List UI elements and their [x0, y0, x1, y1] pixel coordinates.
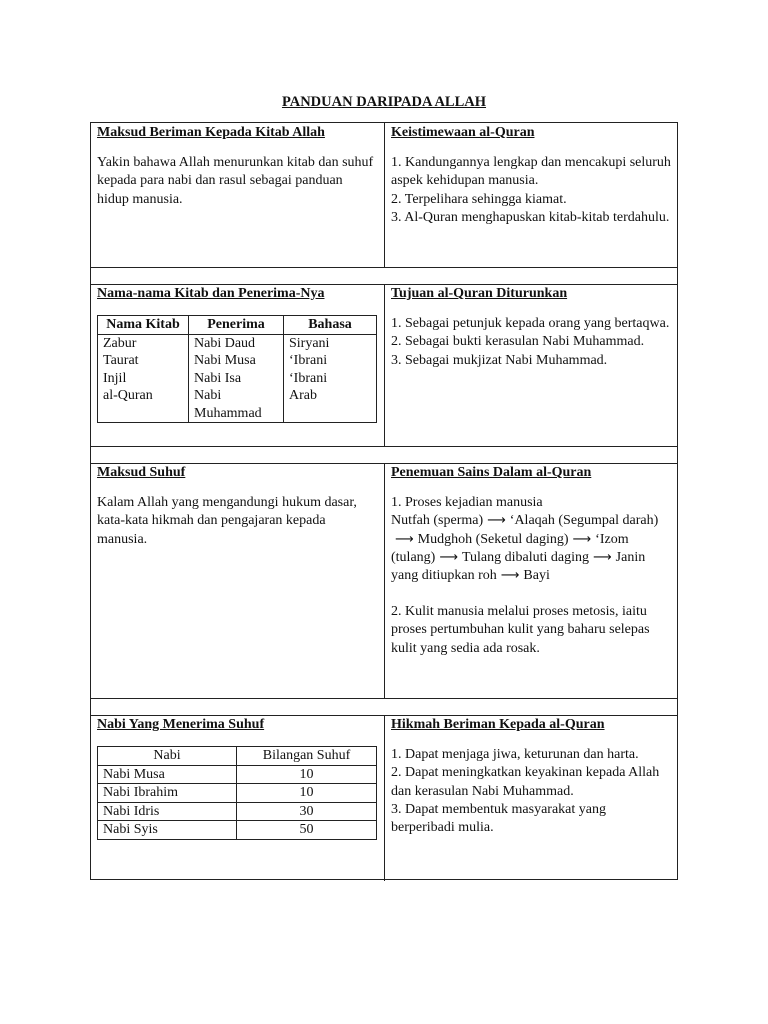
process-flow: [391, 512, 673, 585]
table-row: [98, 784, 377, 803]
table-cell: Nabi Muhammad: [189, 387, 284, 423]
arrow-right-icon: ⟶: [439, 549, 458, 565]
table-cell: ‘Ibrani: [284, 370, 377, 388]
section-tujuan: [385, 284, 679, 370]
stage-tulang: Tulang dibaluti daging: [461, 549, 590, 565]
row-divider: [91, 446, 677, 447]
arrow-right-icon: ⟶: [593, 549, 612, 565]
table-cell: Siryani: [284, 334, 377, 352]
section-heading: Hikmah Beriman Kepada al-Quran: [391, 717, 605, 732]
table-row: [98, 334, 377, 352]
table-row: [98, 370, 377, 388]
list-item: 2. Dapat meningkatkan keyakinan kepada Allah dan kerasulan Nabi Muhammad.: [391, 765, 660, 799]
list-item: 2. Kulit manusia melalui proses metosis, iaitu proses pertumbuhan kulit yang baharu selepas kulit yang sedia ada rosak.: [391, 604, 650, 656]
list-item: 1. Kandungannya lengkap dan mencakupi seluruh aspek kehidupan manusia.: [391, 155, 671, 189]
arrow-right-icon: ⟶: [572, 531, 592, 547]
table-cell: Nabi Musa: [98, 765, 237, 784]
table-cell: Nabi Isa: [189, 370, 284, 388]
table-row: [98, 765, 377, 784]
list-item: 1. Dapat menjaga jiwa, keturunan dan harta.: [391, 747, 639, 763]
section-heading: Maksud Beriman Kepada Kitab Allah: [97, 125, 325, 140]
section-text: Yakin bahawa Allah menurunkan kitab dan suhuf kepada para nabi dan rasul sebagai panduan hidup manusia.: [97, 155, 374, 207]
column-header: Penerima: [189, 316, 284, 335]
section-maksud-beriman: [91, 123, 384, 209]
table-cell: Nabi Daud: [189, 334, 284, 352]
table-cell: Taurat: [98, 352, 189, 370]
table-cell: 50: [237, 821, 377, 840]
section-heading: Nama-nama Kitab dan Penerima-Nya: [97, 286, 325, 301]
table-header-row: [98, 316, 377, 335]
section-keistimewaan: [385, 123, 679, 227]
section-heading: Tujuan al-Quran Diturunkan: [391, 286, 568, 301]
table-row: [98, 821, 377, 840]
numbered-list: [391, 315, 673, 370]
row-divider: [91, 698, 677, 699]
table-cell: Injil: [98, 370, 189, 388]
table-header-row: [98, 747, 377, 766]
section-nabi-suhuf: [91, 715, 384, 840]
suhuf-table: [97, 746, 377, 840]
stage-alaqah: ‘Alaqah (Segumpal darah): [509, 513, 659, 529]
list-item: 3. Al-Quran menghapuskan kitab-kitab terdahulu.: [391, 209, 670, 225]
table-cell: Nabi Ibrahim: [98, 784, 237, 803]
section-penemuan-sains: [385, 463, 679, 658]
section-heading: Penemuan Sains Dalam al-Quran: [391, 465, 592, 480]
table-cell: 30: [237, 802, 377, 821]
stage-izom: ‘Izom (tulang): [391, 531, 629, 565]
section-nama-kitab: [91, 284, 384, 423]
stage-nutfah: Nutfah (sperma): [391, 513, 484, 529]
list-item: 1. Proses kejadian manusia: [391, 495, 543, 511]
page-title: PANDUAN DARIPADA ALLAH: [281, 94, 487, 110]
list-item: 3. Dapat membentuk masyarakat yang berperibadi mulia.: [391, 801, 606, 836]
stage-mudghoh: Mudghoh (Seketul daging): [417, 531, 569, 547]
kitab-table: [97, 315, 377, 423]
section-heading: Keistimewaan al-Quran: [391, 125, 535, 140]
table-cell: Arab: [284, 387, 377, 423]
list-item: 2. Sebagai bukti kerasulan Nabi Muhammad.: [391, 334, 645, 350]
table-cell: Nabi Musa: [189, 352, 284, 370]
table-cell: Nabi Syis: [98, 821, 237, 840]
process-list: [391, 494, 673, 658]
list-item: 1. Sebagai petunjuk kepada orang yang bertaqwa.: [391, 316, 670, 332]
table-row: [98, 802, 377, 821]
column-header: Bilangan Suhuf: [237, 747, 377, 766]
content-grid: [90, 122, 678, 880]
numbered-list: [391, 154, 673, 227]
table-cell: 10: [237, 765, 377, 784]
section-heading: Maksud Suhuf: [97, 465, 186, 480]
section-heading: Nabi Yang Menerima Suhuf: [97, 717, 265, 732]
table-cell: Zabur: [98, 334, 189, 352]
section-text: Kalam Allah yang mengandungi hukum dasar, kata-kata hikmah dan pengajaran kepada manusia.: [97, 495, 357, 547]
list-item: 2. Terpelihara sehingga kiamat.: [391, 191, 567, 207]
column-header: Nama Kitab: [98, 316, 189, 335]
arrow-right-icon: ⟶: [500, 568, 520, 584]
table-row: [98, 352, 377, 370]
arrow-right-icon: ⟶: [487, 513, 506, 529]
table-cell: ‘Ibrani: [284, 352, 377, 370]
numbered-list: [391, 746, 673, 837]
stage-janin: Janin yang ditiupkan roh: [391, 549, 646, 584]
section-hikmah: [385, 715, 679, 837]
table-row: [98, 387, 377, 423]
column-header: Nabi: [98, 747, 237, 766]
table-cell: al-Quran: [98, 387, 189, 423]
table-cell: Nabi Idris: [98, 802, 237, 821]
section-maksud-suhuf: [91, 463, 384, 549]
arrow-right-icon: ⟶: [395, 531, 414, 547]
stage-bayi: Bayi: [523, 568, 550, 584]
list-item: 3. Sebagai mukjizat Nabi Muhammad.: [391, 352, 608, 368]
row-divider: [91, 267, 677, 268]
column-header: Bahasa: [284, 316, 377, 335]
table-cell: 10: [237, 784, 377, 803]
